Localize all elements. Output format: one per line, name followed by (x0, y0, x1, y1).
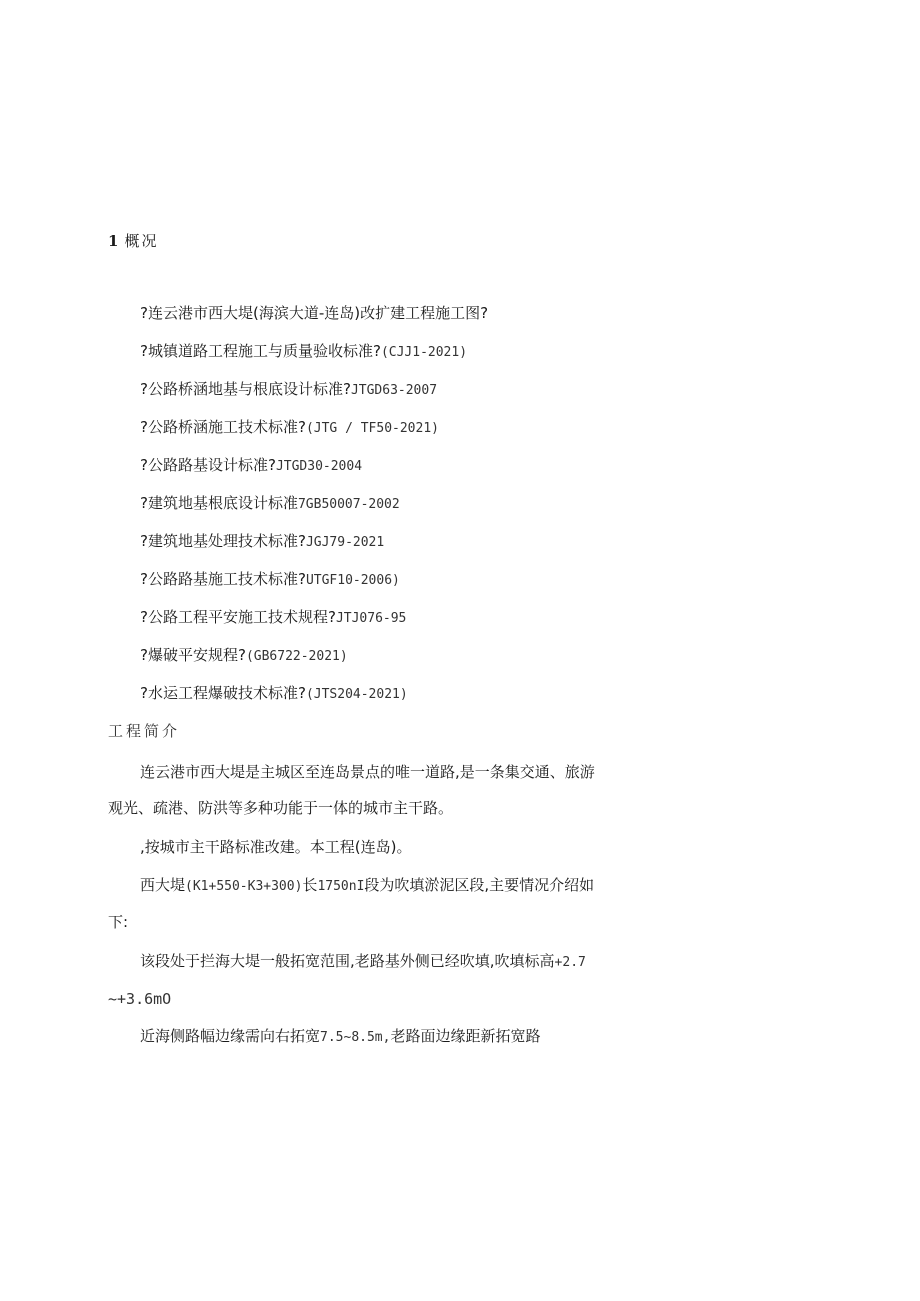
reference-item (140, 379, 488, 417)
reference-item (140, 303, 488, 341)
reference-title: ?公路桥涵施工技术标准? (140, 418, 306, 436)
reference-title: ?水运工程爆破技术标准? (140, 684, 306, 702)
reference-code: UTGF10-2006) (305, 573, 400, 588)
reference-title: ?建筑地基根底设计标准 (140, 494, 298, 512)
paragraph-1-line-1: 连云港市西大堤是主城区至连岛景点的唯一道路,是一条集交通、旅游 (140, 763, 595, 781)
paragraph-4-text: 该段处于拦海大堤一般拓宽范围,老路基外侧已经吹填,吹填标高 (140, 952, 555, 970)
reference-item (140, 683, 488, 721)
reference-item (140, 645, 488, 683)
paragraph-3-mid: 长 (302, 876, 318, 894)
reference-title: ?爆破平安规程? (140, 646, 246, 664)
paragraph-3-line-1 (108, 875, 660, 897)
section-title-project-intro: 工程简介 (108, 722, 181, 740)
reference-code: JGJ79-2021 (305, 535, 385, 550)
reference-code: JTGD30-2004 (275, 459, 363, 474)
reference-list (140, 303, 488, 721)
reference-code: (JTS204-2021) (305, 687, 408, 702)
reference-code: JTJ076-95 (335, 611, 407, 626)
paragraph-3-length: 1750nI (317, 879, 365, 894)
reference-item (140, 569, 488, 607)
reference-code: 7GB50007-2002 (297, 497, 400, 512)
paragraph-3-prefix: 西大堤 (140, 876, 186, 894)
heading-title: 概况 (124, 232, 159, 250)
reference-code: JTGD63-2007 (350, 383, 438, 398)
reference-item (140, 455, 488, 493)
reference-title: ?公路工程平安施工技术规程? (140, 608, 336, 626)
heading-number: 1 (108, 232, 121, 250)
reference-item (140, 493, 488, 531)
reference-code: (CJJ1-2021) (380, 345, 468, 360)
paragraph-3-suffix: 段为吹填淤泥区段,主要情况介绍如 (364, 876, 595, 894)
paragraph-1-line-2: 观光、疏港、防洪等多种功能于一体的城市主干路。 (108, 799, 454, 817)
reference-title: ?连云港市西大堤(海滨大道-连岛)改扩建工程施工图? (140, 304, 489, 322)
reference-item (140, 341, 488, 379)
reference-title: ?公路路基设计标准? (140, 456, 276, 474)
paragraph-2: ,按城市主干路标准改建。本工程(连岛)。 (140, 838, 412, 856)
reference-item (140, 607, 488, 645)
reference-item (140, 531, 488, 569)
section-heading-overview (108, 230, 158, 251)
reference-item (140, 417, 488, 455)
reference-title: ?城镇道路工程施工与质量验收标准? (140, 342, 381, 360)
paragraph-5-suffix: 老路面边缘距新拓宽路 (390, 1027, 541, 1045)
paragraph-5-prefix: 近海侧路幅边缘需向右拓宽 (140, 1027, 321, 1045)
reference-title: ?公路路基施工技术标准? (140, 570, 306, 588)
reference-code: (GB6722-2021) (245, 649, 348, 664)
paragraph-4-value-1: +2.7 (554, 955, 586, 970)
reference-title: ?建筑地基处理技术标准? (140, 532, 306, 550)
reference-title: ?公路桥涵地基与根底设计标准? (140, 380, 351, 398)
paragraph-4-line-1 (108, 951, 660, 973)
paragraph-5-value: 7.5~8.5m, (320, 1030, 391, 1045)
paragraph-3-line-2: 下: (108, 913, 129, 931)
paragraph-4-line-2: ~+3.6mO (108, 990, 172, 1008)
reference-code: (JTG / TF50-2021) (305, 421, 439, 436)
paragraph-5 (108, 1026, 660, 1048)
paragraph-3-code: (K1+550-K3+300) (185, 879, 303, 894)
